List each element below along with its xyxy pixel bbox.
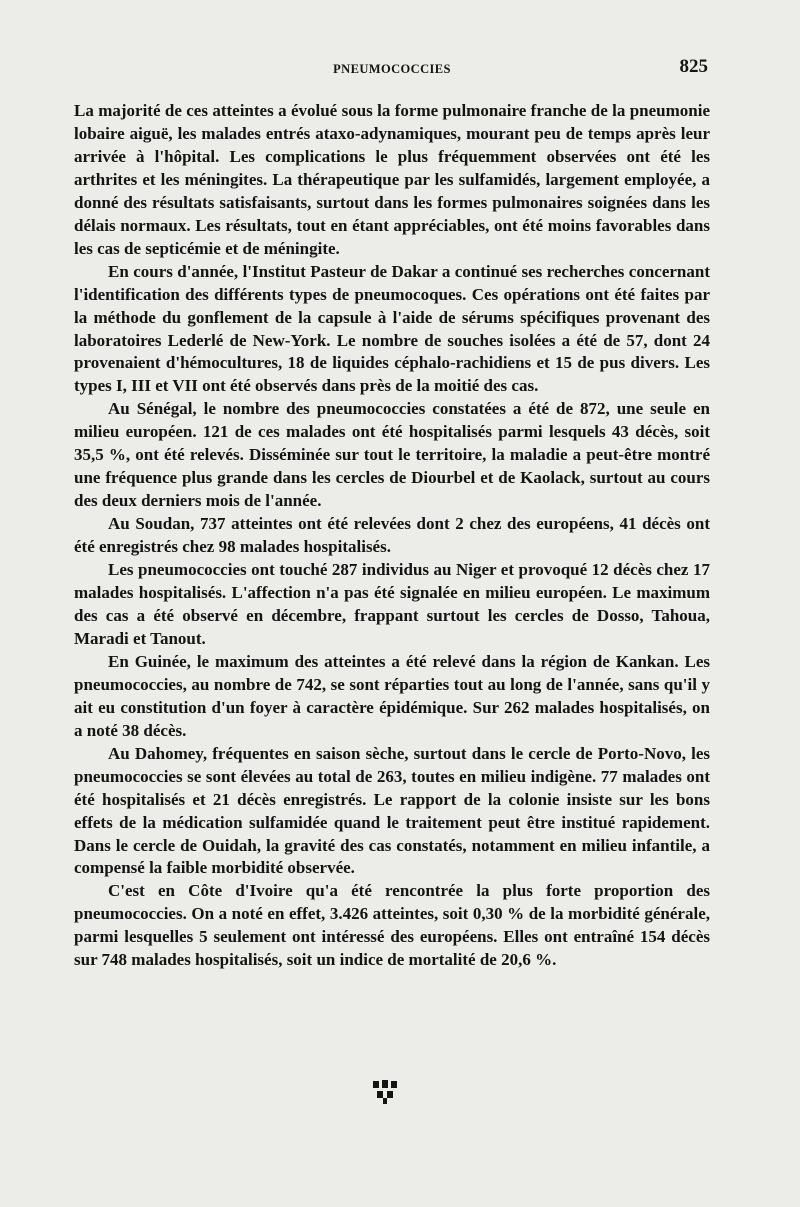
paragraph-soudan: Au Soudan, 737 atteintes ont été relevées dont 2 chez des européens, 41 décès ont été enregistrés chez 98 malades hospitalisés. xyxy=(74,514,710,557)
body-text xyxy=(74,100,710,972)
paragraph-niger: Les pneumococcies ont touché 287 individus au Niger et provoqué 12 décès chez 17 malades hospitalisés. L'affection n'a pas été signalée en milieu européen. Le maximum des cas a été observé en décembre, frappant surtout les cercles de Dosso, Tahoua, Maradi et Tanout. xyxy=(74,560,710,648)
page-number: 825 xyxy=(679,56,708,77)
paragraph-guinee: En Guinée, le maximum des atteintes a été relevé dans la région de Kankan. Les pneumococcies, au nombre de 742, se sont réparties tout au long de l'année, sans qu'il y ait eu constitution d'un foyer à caractère épidémique. Sur 262 malades hospitalisés, on a noté 38 décès. xyxy=(74,651,710,740)
paragraph-institut-pasteur: En cours d'année, l'Institut Pasteur de Dakar a continué ses recherches concernant l'identification des différents types de pneumocoques. Ces opérations ont été faites par la méthode du gonflement de la capsule à l'aide de sérums spécifiques provenant des laboratoires Lederlé de New-York. Le nombre de souches isolées a été de 57, dont 24 provenaient d'hémocultures, 18 de liquides céphalo-rachidiens et 15 de pus divers. Les types I, III et VII ont été observés dans près de la moitié des cas. xyxy=(74,261,710,396)
fleuron-icon xyxy=(370,1078,400,1108)
paragraph-overview: La majorité de ces atteintes a évolué sous la forme pulmonaire franche de la pneumonie lobaire aiguë, les malades entrés ataxo-adynamiques, mourant peu de temps après leur arrivée à l'hôpital. Les complications le plus fréquemment observées ont été les arthrites et les méningites. La thérapeutique par les sulfamidés, largement employée, a donné des résultats satisfaisants, surtout dans les formes pulmonaires soignées dans les délais normaux. Les résultats, tout en étant appréciables, ont été moins favorables dans les cas de septicémie et de méningite. xyxy=(74,101,710,258)
running-title: PNEUMOCOCCIES xyxy=(333,62,451,76)
running-head xyxy=(74,56,710,84)
paragraph-senegal: Au Sénégal, le nombre des pneumococcies constatées a été de 872, une seule en milieu européen. 121 de ces malades ont été hospitalisés parmi lesquels 43 décès, soit 35,5 %, ont été relevés. Disséminée sur tout le territoire, la maladie a peut-être montré une fréquence plus grande dans les cercles de Diourbel et de Kaolack, surtout au cours des deux derniers mois de l'année. xyxy=(74,399,710,511)
paragraph-cote-ivoire: C'est en Côte d'Ivoire qu'a été rencontrée la plus forte proportion des pneumococcies. On a noté en effet, 3.426 atteintes, soit 0,30 % de la morbidité générale, parmi lesquelles 5 seulement ont intéressé des européens. Elles ont entraîné 154 décès sur 748 malades hospitalisés, soit un indice de mortalité de 20,6 %. xyxy=(74,881,710,970)
paragraph-dahomey: Au Dahomey, fréquentes en saison sèche, surtout dans le cercle de Porto-Novo, les pneumococcies se sont élevées au total de 263, toutes en milieu indigène. 77 malades ont été hospitalisés et 21 décès enregistrés. Le rapport de la colonie insiste sur les bons effets de la médication sulfamidée quand le traitement peut être institué rapidement. Dans le cercle de Ouidah, la gravité des cas constatés, notamment en milieu infantile, a compensé la faible morbidité observée. xyxy=(74,743,710,878)
